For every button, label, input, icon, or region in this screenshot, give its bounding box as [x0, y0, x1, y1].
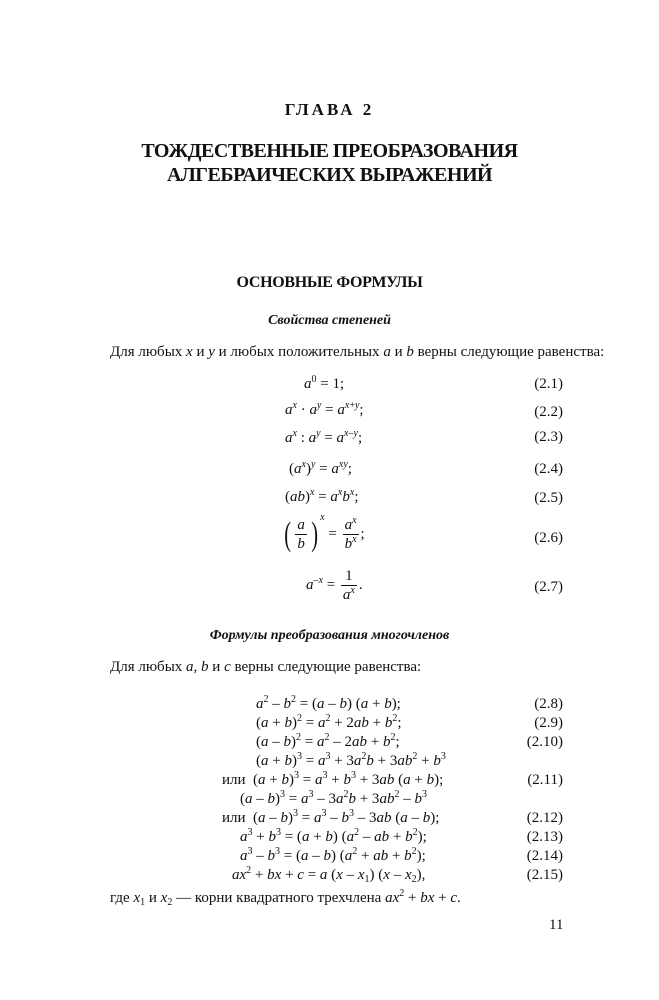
equation-number: (2.10): [526, 734, 563, 750]
chapter-heading: ГЛАВА 2: [284, 100, 375, 119]
equation-number: (2.13): [526, 829, 563, 845]
equation-number: (2.1): [534, 376, 563, 392]
intro-paragraph-powers: Для любых x и y и любых положительных a и b верны следующие равенства:: [110, 344, 605, 360]
equation-number: (2.4): [534, 461, 563, 477]
equation-number: (2.6): [534, 530, 563, 546]
equation-number: (2.2): [534, 404, 563, 420]
formula-2-1: $a^0 = 1$;: [304, 374, 345, 392]
subsection-title-powers: Свойства степеней: [268, 313, 391, 328]
equation-number: (2.8): [534, 696, 563, 712]
page-number: 11: [549, 917, 564, 933]
equation-number: (2.3): [534, 429, 563, 445]
equation-number: (2.15): [526, 867, 563, 883]
formula-2-15: $ax^2$ + bx + c = a $(x - x_1)$ $(x - x_2)$,: [232, 865, 426, 885]
equation-number: (2.9): [534, 715, 563, 731]
chapter-title-line-2: АЛГЕБРАИЧЕСКИХ ВЫРАЖЕНИЙ: [166, 164, 493, 186]
equation-number: (2.7): [534, 579, 563, 595]
formula-2-8: $a^2 - b^2 = (a - b) (a + b)$;: [256, 694, 401, 712]
subsection-title-polynomials: Формулы преобразования многочленов: [209, 628, 450, 643]
intro-paragraph-polynomials: Для любых a, b и c верны следующие равенства:: [110, 659, 422, 675]
formula-2-4: $(a^x)^y = a^{xy}$;: [289, 459, 352, 477]
or-word: или: [222, 772, 246, 788]
formula-2-5: $(ab)^x = a^xb^x$;: [285, 487, 359, 505]
chapter-title-line-1: ТОЖДЕСТВЕННЫЕ ПРЕОБРАЗОВАНИЯ: [141, 140, 518, 162]
formula-cube-diff-expanded: $(a - b)^3 = a^3 - 3a^2b + 3ab^2 - b^3$: [240, 789, 427, 807]
equation-number: (2.12): [526, 810, 563, 826]
footer-note: где $x_1$ и $x_2$ — корни квадратного трехчлена $ax^2$ + bx + c.: [110, 888, 461, 908]
equation-number: (2.5): [534, 490, 563, 506]
formula-2-12: или $(a - b)^3 = a^3 - b^3 - 3ab$ (a – b);: [222, 808, 440, 826]
formula-2-10: $(a - b)^2 = a^2 - 2ab + b^2$;: [256, 732, 400, 750]
formula-2-14: $a^3 - b^3 = (a - b) (a^2$ + ab + $b^2$);: [240, 846, 426, 864]
formula-2-6: ( $\frac{a}{b}$ ) $^x$ = $\frac{a^x}{b^x}$ ;: [284, 511, 365, 553]
formula-2-2: $a^x \cdot a^y = a^{x+y}$;: [285, 400, 364, 418]
or-word: или: [222, 810, 246, 826]
equation-number: (2.14): [526, 848, 563, 864]
formula-2-3: $a^x$ : $a^y = a^{x-y}$;: [285, 428, 363, 446]
formula-2-11: или $(a + b)^3 = a^3 + b^3 + 3ab$ (a + b);: [222, 770, 444, 788]
equation-number: (2.11): [527, 772, 563, 788]
section-title: ОСНОВНЫЕ ФОРМУЛЫ: [236, 274, 423, 291]
formula-cube-sum-expanded: $(a + b)^3 = a^3 + 3a^2b + 3ab^2 + b^3$: [256, 751, 446, 769]
formula-2-9: $(a + b)^2 = a^2 + 2ab + b^2$;: [256, 713, 402, 731]
formula-2-13: $a^3 + b^3 = (a + b)$ ($a^2$ – ab + $b^2$);: [240, 827, 427, 845]
formula-2-7: $a^{-x}$ = $\frac{1}{a^x}$ .: [306, 568, 363, 603]
